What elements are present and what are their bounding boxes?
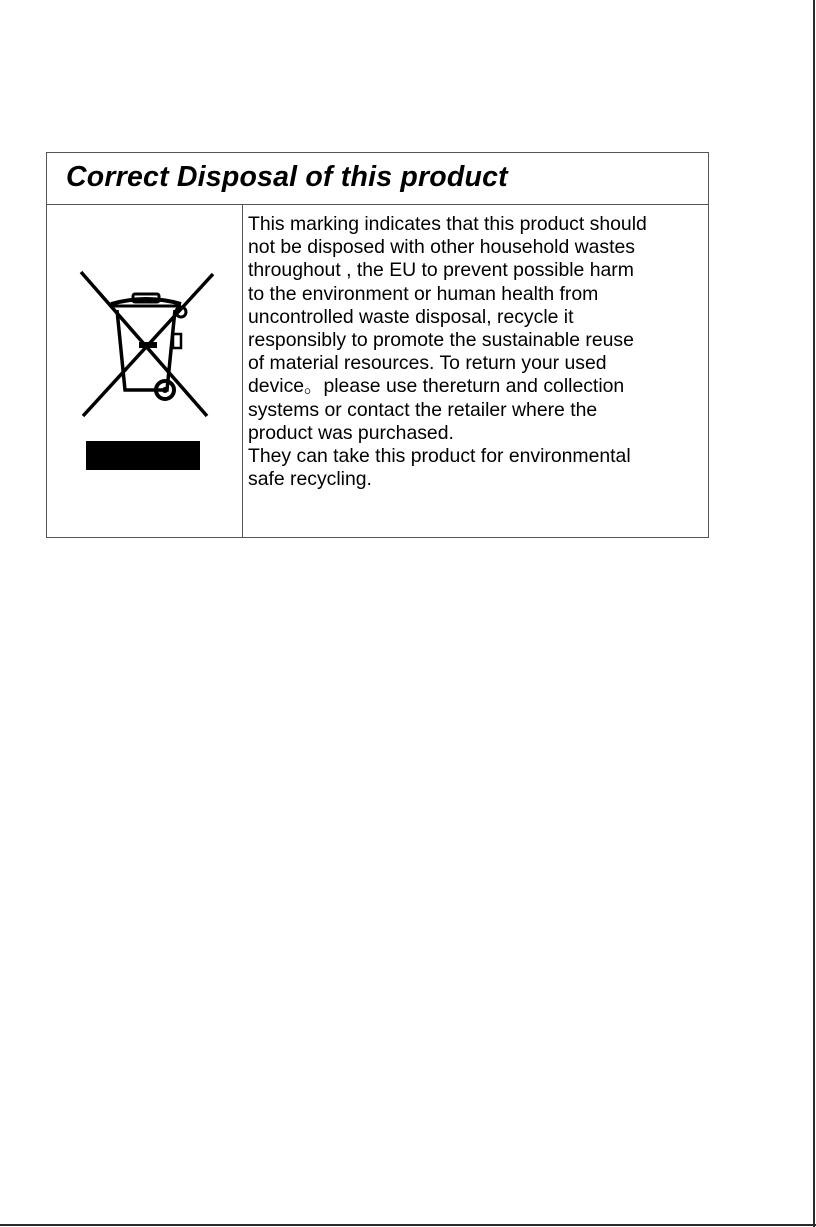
crossed-out-wheelie-bin-icon: [77, 266, 217, 426]
body-line: This marking indicates that this product should: [248, 213, 647, 235]
page-bottom-edge: [0, 1224, 816, 1226]
body-line: safe recycling.: [248, 468, 372, 491]
disposal-instructions: [248, 213, 703, 491]
disposal-text-cell: [248, 213, 703, 491]
box-title: Correct Disposal of this product: [66, 161, 508, 193]
body-line: product was purchased.: [248, 421, 454, 444]
solid-black-bar: [86, 441, 200, 470]
body-line: throughout , the EU to prevent possible harm: [248, 259, 634, 282]
body-line: They can take this product for environmental: [248, 445, 631, 468]
icon-cell: [47, 205, 243, 537]
body-line: systems or contact the retailer where the: [248, 398, 598, 421]
body-line: device。please use thereturn and collection: [248, 375, 625, 398]
body-line: responsibly to promote the sustainable reuse: [248, 329, 634, 352]
title-row: [47, 153, 708, 205]
body-line: uncontrolled waste disposal, recycle it: [248, 305, 574, 328]
body-line: not be disposed with other household wastes: [248, 236, 635, 259]
page-right-edge: [813, 0, 815, 1227]
body-line: of material resources. To return your used: [248, 352, 607, 375]
body-line: to the environment or human health from: [248, 282, 599, 305]
disposal-info-box: [46, 152, 709, 538]
